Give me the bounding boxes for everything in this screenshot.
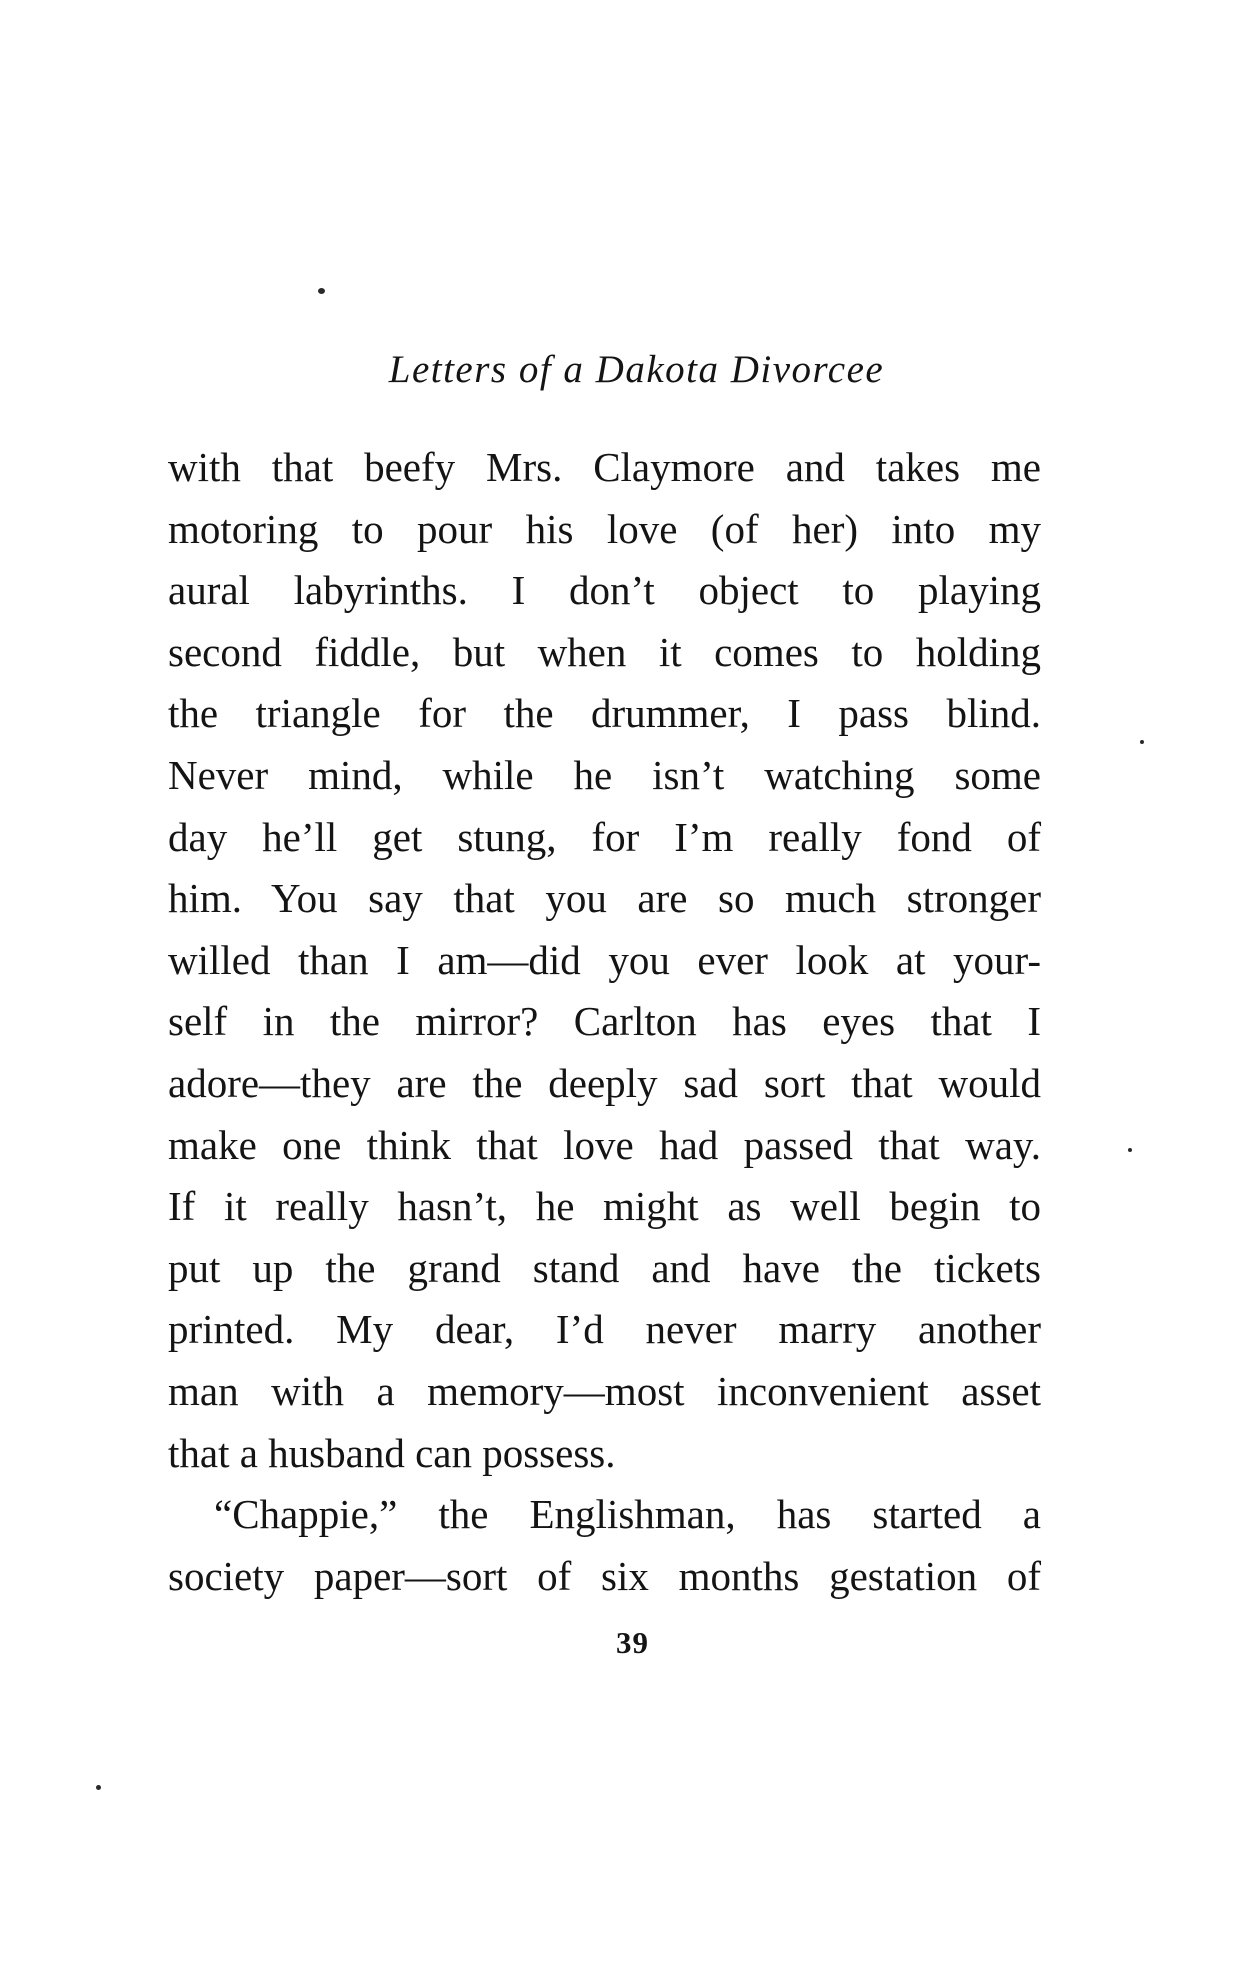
text-line: day he’ll get stung, for I’m really fond of — [168, 813, 1041, 860]
text-line: with that beefy Mrs. Claymore and takes me — [168, 444, 1041, 490]
text-line: “Chappie,” the Englishman, has started a — [214, 1491, 1041, 1538]
ink-speck — [96, 1785, 101, 1790]
text-line: him. You say that you are so much stronger — [168, 875, 1041, 922]
paragraph — [168, 1484, 1041, 1607]
text-line: put up the grand stand and have the tickets — [168, 1244, 1041, 1291]
page-number: 39 — [616, 1625, 649, 1660]
text-line: printed. My dear, I’d never marry another — [168, 1306, 1041, 1353]
text-line: man with a memory—most inconvenient asset — [168, 1367, 1041, 1414]
text-line: If it really hasn’t, he might as well begin to — [168, 1183, 1041, 1230]
text-line: the triangle for the drummer, I pass blind. — [168, 690, 1041, 737]
ink-speck — [1140, 740, 1144, 744]
ink-speck — [318, 288, 325, 294]
text-line: aural labyrinths. I don’t object to playing — [168, 567, 1041, 614]
text-line: willed than I am—did you ever look at your- — [168, 936, 1041, 983]
text-line: second fiddle, but when it comes to holding — [168, 628, 1041, 675]
text-line: motoring to pour his love (of her) into my — [168, 505, 1041, 552]
ink-speck — [1128, 1148, 1132, 1152]
text-line: Never mind, while he isn’t watching some — [168, 751, 1041, 798]
text-line: adore—they are the deeply sad sort that would — [168, 1059, 1041, 1106]
paragraph — [168, 437, 1041, 1484]
text-line: self in the mirror? Carlton has eyes that I — [168, 998, 1041, 1045]
body-text — [168, 437, 1041, 1607]
text-line: that a husband can possess. — [168, 1429, 616, 1476]
running-head: Letters of a Dakota Divorcee — [388, 348, 885, 391]
text-line: make one think that love had passed that way. — [168, 1121, 1041, 1168]
text-line: society paper—sort of six months gestation of — [168, 1552, 1041, 1599]
